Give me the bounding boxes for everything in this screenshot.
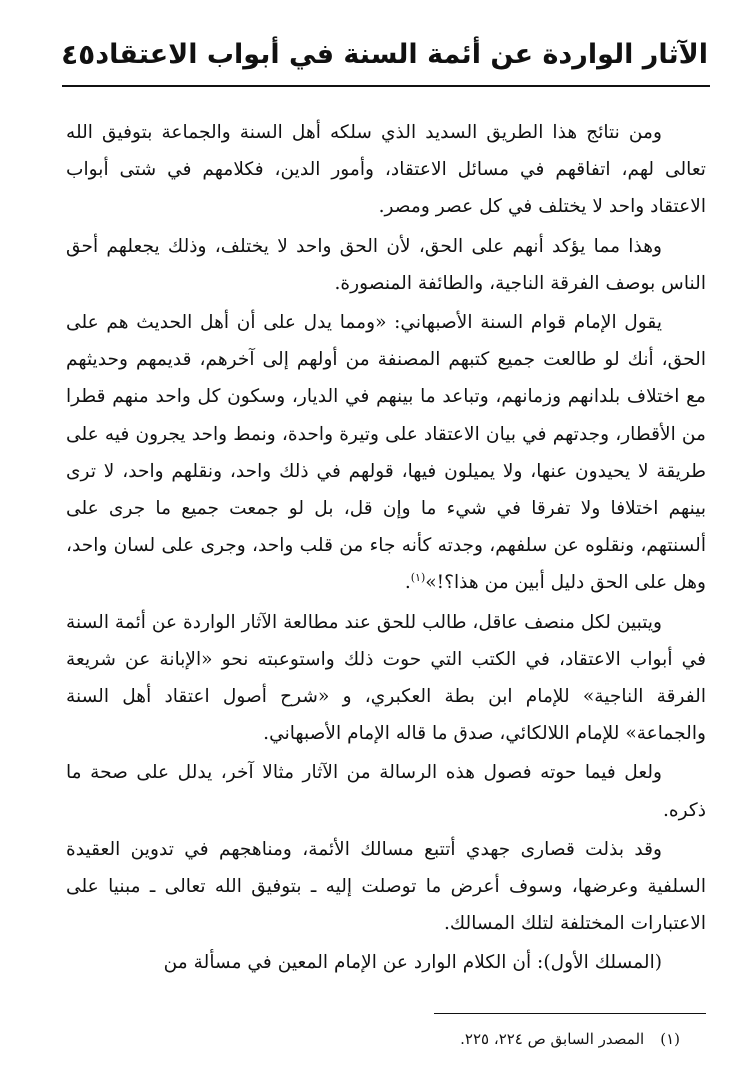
footnote-rule: [434, 1013, 706, 1014]
paragraph-quote: [66, 304, 706, 602]
paragraph: (المسلك الأول): أن الكلام الوارد عن الإمام المعين في مسألة من: [163, 952, 662, 974]
footnote-text: المصدر السابق ص ٢٢٤، ٢٢٥.: [460, 1030, 645, 1048]
page-header: [62, 30, 708, 80]
footnote-number: (١): [660, 1030, 680, 1048]
footnote-marker: (١): [410, 571, 426, 585]
quote-text: يقول الإمام قوام السنة الأصبهاني: «ومما يدل على أن أهل الحديث هم على الحق، أنك لو طالعت جميع كتبهم المصنفة من أولهم إلى آخرهم، قديمهم وحديثهم مع اختلاف بلدانهم وزمانهم، وتباعد ما بينهم في الديار، وسكون كل واحد منهم قطرا من الأقطار، وجدتهم في بيان الاعتقاد على وتيرة واحدة، ونمط واحد يجرون فيه على طريقة لا يحيدون عنها، ولا يميلون فيها، قولهم في ذلك واحد، ونقلهم واحد، لا ترى بينهم اختلافا ولا تفرقا في شيء ما وإن قل، بل لو جمعت جميع ما جرى على ألسنتهم، ونقلوه عن سلفهم، وجدته كأنه جاء من قلب واحد، وجرى على لسان واحد، وهل على الحق دليل أبين من هذا؟!»: [66, 312, 706, 594]
paragraph: ولعل فيما حوته فصول هذه الرسالة من الآثار مثالا آخر، يدلل على صحة ما ذكره.: [66, 762, 706, 821]
paragraph: وقد بذلت قصارى جهدي أتتبع مسالك الأئمة، ومناهجهم في تدوين العقيدة السلفية وعرضها، وسوف أعرض ما توصلت إليه ـ بتوفيق الله تعالى ـ مبنيا على الاعتبارات المختلفة لتلك المسالك.: [66, 838, 706, 935]
header-rule: [62, 85, 710, 87]
paragraph: ويتبين لكل منصف عاقل، طالب للحق عند مطالعة الآثار الواردة عن أئمة السنة في أبواب الاعتقاد، في الكتب التي حوت ذلك واستوعبته نحو «الإبانة عن شريعة الفرقة الناجية» للإمام ابن بطة العكبري، و «شرح أصول اعتقاد أهل السنة والجماعة» للإمام اللالكائي، صدق ما قاله الإمام الأصبهاني.: [66, 611, 706, 745]
footnote: [460, 1028, 680, 1050]
paragraph: ومن نتائج هذا الطريق السديد الذي سلكه أهل السنة والجماعة بتوفيق الله تعالى لهم، اتفاقهم في مسائل الاعتقاد، وأمور الدين، فكلامهم في شتى أبواب الاعتقاد واحد لا يختلف في كل عصر ومصر.: [66, 122, 706, 218]
running-title: الآثار الواردة عن أئمة السنة في أبواب الاعتقاد: [95, 39, 708, 70]
quote-terminator: .: [404, 572, 411, 594]
page-number: ٤٥: [61, 38, 96, 71]
body-text: [66, 114, 706, 982]
paragraph: وهذا مما يؤكد أنهم على الحق، لأن الحق واحد لا يختلف، وذلك يجعلهم أحق الناس بوصف الفرقة الناجية، والطائفة المنصورة.: [66, 235, 706, 294]
